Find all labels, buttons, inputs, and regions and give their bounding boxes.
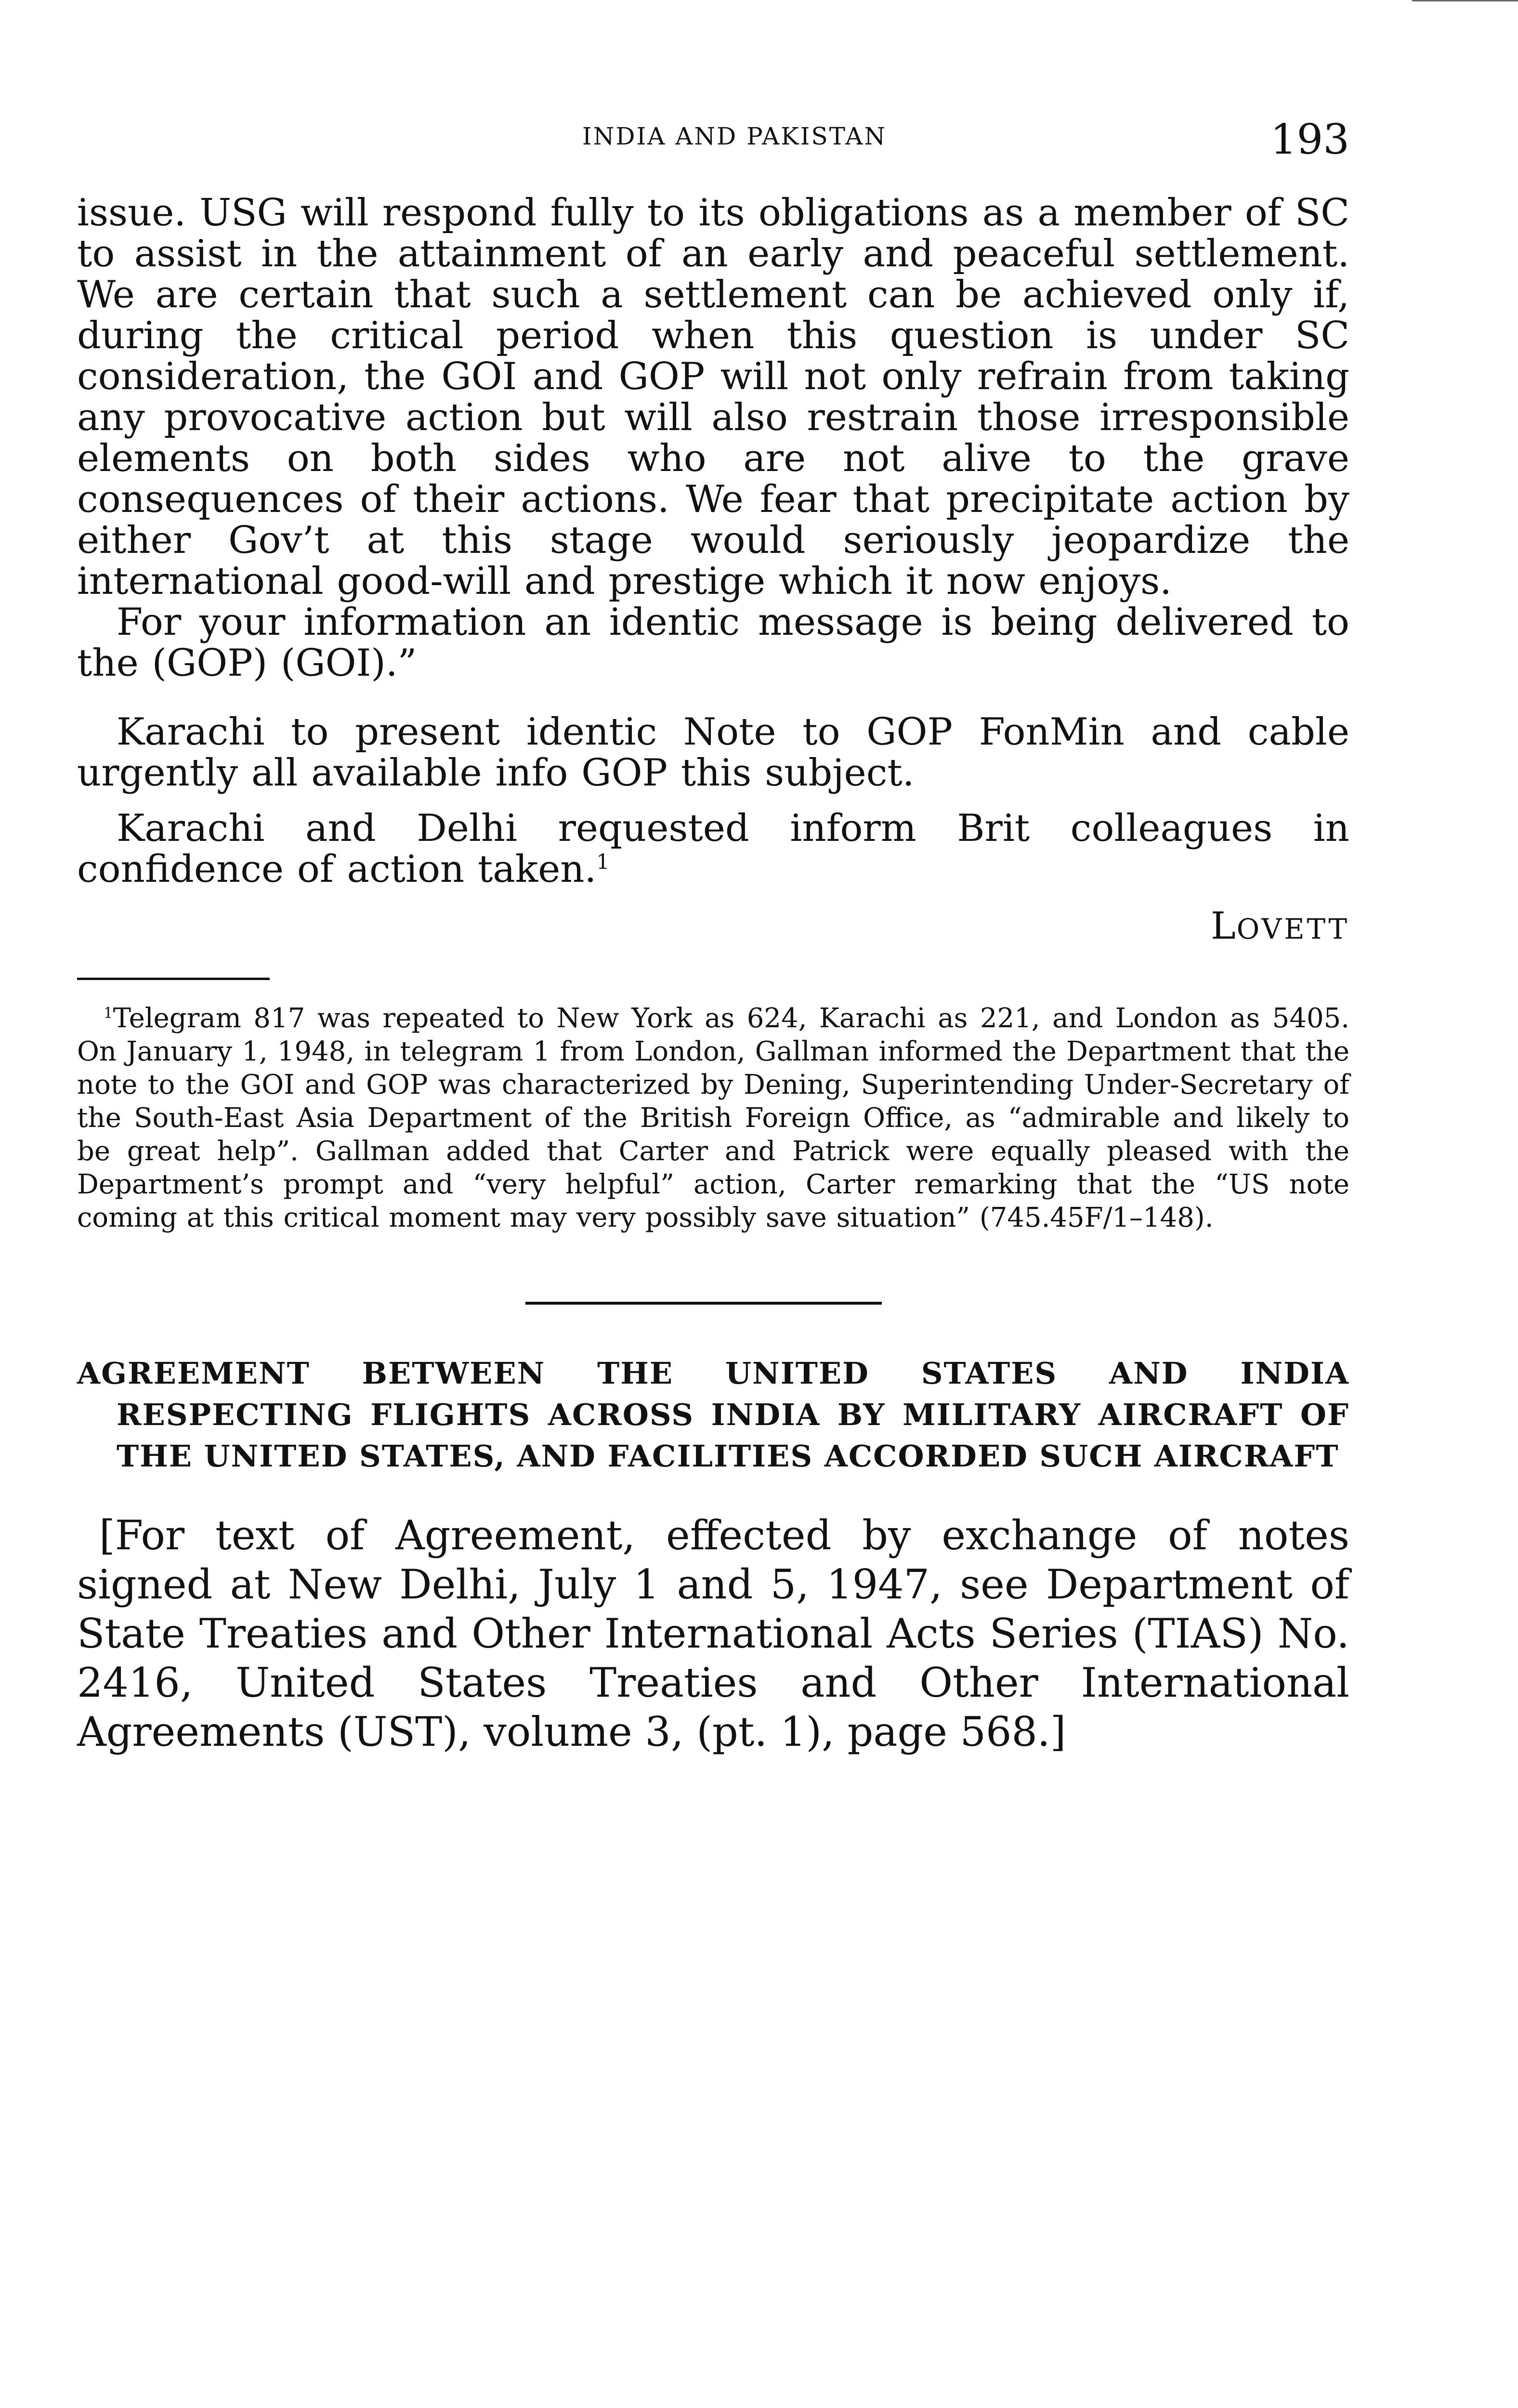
footnote-reference: 1	[596, 850, 610, 874]
agreement-note: [For text of Agreement, effected by exchange of notes signed at New Delhi, July 1 and 5, 1947, see Department of State Treaties and Other International Acts Series (TIAS) No. 2416, United States Treaties and Other International Agreements (UST), volume 3, (pt. 1), page 568.]	[77, 1512, 1349, 1755]
running-header	[0, 116, 1518, 164]
body-paragraph-4	[77, 808, 1349, 890]
signature-rest: OVETT	[1236, 913, 1349, 945]
running-title: INDIA AND PAKISTAN	[582, 122, 887, 150]
signature-first-letter: L	[1211, 904, 1237, 948]
footnote-separator	[77, 978, 270, 980]
section-divider	[525, 1302, 882, 1305]
page-number: 193	[1270, 116, 1349, 164]
section-heading: AGREEMENT BETWEEN THE UNITED STATES AND INDIA RESPECTING FLIGHTS ACROSS INDIA BY MILITARY AIRCRAFT OF THE UNITED STATES, AND FACILITIES ACCORDED SUCH AIRCRAFT	[77, 1356, 1349, 1474]
footnote	[77, 1002, 1349, 1234]
body-paragraph-3: Karachi to present identic Note to GOP FonMin and cable urgently all available info GOP this subject.	[77, 710, 1349, 795]
body-paragraph-2: For your information an identic message is being delivered to the (GOP) (GOI).”	[77, 601, 1349, 685]
footnote-marker: 1	[104, 1004, 113, 1022]
signature	[77, 904, 1349, 948]
body-paragraph-4-text: Karachi and Delhi requested inform Brit colleagues in confidence of action taken.	[77, 807, 1349, 891]
page-content	[77, 193, 1349, 1756]
footnote-text: Telegram 817 was repeated to New York as 624, Karachi as 221, and London as 5405. On January 1, 1948, in telegram 1 from London, Gallman informed the Department that the note to the GOI and GOP was characterized by Dening, Superintending Under-Secretary of the South-East Asia Department of the British Foreign Office, as “admirable and likely to be great help”. Gallman added that Carter and Patrick were equally pleased with the Department’s prompt and “very helpful” action, Carter remarking that the “US note coming at this critical moment may very possibly save situation” (745.45F/1–148).	[77, 1003, 1349, 1233]
scan-edge-line	[1412, 0, 1518, 1]
body-paragraph-1: issue. USG will respond fully to its obligations as a member of SC to assist in the attainment of an early and peaceful settlement. We are certain that such a settlement can be achieved only if, during the critical period when this question is under SC consideration, the GOI and GOP will not only refrain from taking any provocative action but will also restrain those irresponsible elements on both sides who are not alive to the grave consequences of their actions. We fear that precipitate action by either Gov’t at this stage would seriously jeopardize the international good-will and prestige which it now enjoys.	[77, 191, 1349, 603]
